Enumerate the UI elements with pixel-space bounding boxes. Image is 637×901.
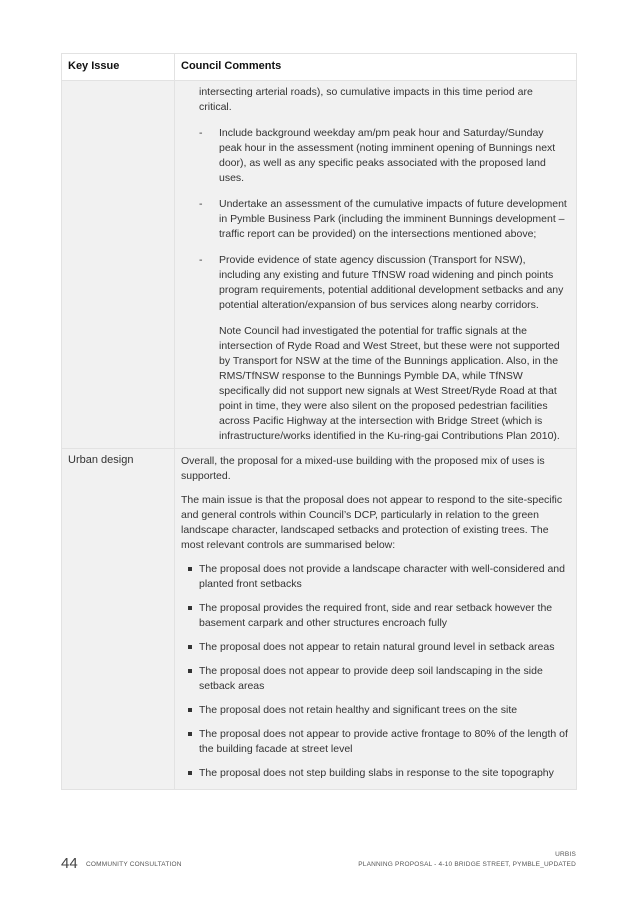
- dash-marker: -: [199, 198, 203, 210]
- dash-marker: -: [199, 127, 203, 139]
- table-row: [62, 448, 576, 789]
- header-council-comments: Council Comments: [181, 60, 282, 72]
- list-item-text: The proposal does not appear to provide active frontage to 80% of the length of the building facade at street level: [199, 728, 568, 755]
- square-bullet-icon: [181, 640, 199, 655]
- council-comments-cell: [175, 81, 576, 448]
- list-item-text: The proposal provides the required front, side and rear setback however the basement carpark and other structures encroach fully: [199, 602, 553, 629]
- list-item-text: Undertake an assessment of the cumulative impacts of future development in Pymble Business Park (including the imminent Bunnings development – traffic report can be provided) on the intersections mentioned above;: [219, 198, 567, 240]
- list-item: [181, 562, 568, 592]
- table-row: [62, 81, 576, 448]
- square-bullet-icon: [181, 727, 199, 757]
- list-item: [181, 766, 568, 781]
- main-issue-paragraph: The main issue is that the proposal does not appear to respond to the site-specific and general controls within Council’s DCP, particularly in relation to the green landscape character, landscaped setbacks and protection of existing trees. The most relevant controls are summarised below:: [181, 494, 563, 551]
- square-bullet-icon: [181, 664, 199, 694]
- list-item: [181, 640, 568, 655]
- list-item-text: The proposal does not retain healthy and significant trees on the site: [199, 704, 518, 716]
- list-item-text: The proposal does not appear to provide deep soil landscaping in the side setback areas: [199, 665, 543, 692]
- council-comments-cell: [175, 449, 576, 789]
- list-item: [181, 601, 568, 631]
- key-issue-cell: [62, 81, 175, 448]
- continuation-text: intersecting arterial roads), so cumulative impacts in this time period are critical.: [199, 86, 533, 113]
- list-item: [181, 664, 568, 694]
- square-bullet-icon: [181, 562, 199, 592]
- footer-document-title: PLANNING PROPOSAL - 4-10 BRIDGE STREET, PYMBLE_UPDATED: [358, 861, 576, 868]
- note-paragraph: Note Council had investigated the potential for traffic signals at the intersection of Ryde Road and West Street, but these were not supported by Transport for NSW at the time of the Bunnings application. Also, in the RMS/TfNSW response to the Bunnings Pymble DA, while TfNSW specifically did not support new signals at West Street/Ryde Road at that point in time, they were also silent on the proposed pedestrian facilities across Pacific Highway at the intersection with Bridge Street (which is infrastructure/works identified in the Ku-ring-gai Contributions Plan 2010).: [219, 325, 560, 442]
- square-bullet-icon: [181, 601, 199, 631]
- footer-brand: URBIS: [555, 851, 576, 858]
- list-item: [182, 126, 568, 186]
- list-item: [181, 703, 568, 718]
- square-bullet-icon: [181, 766, 199, 781]
- header-key-issue: Key Issue: [62, 54, 175, 80]
- list-item-text: The proposal does not appear to retain natural ground level in setback areas: [199, 641, 555, 653]
- list-item-text: Provide evidence of state agency discussion (Transport for NSW), including any existing and future TfNSW road widening and pinch points program requirements, potential additional development setbacks and any potential alteration/expansion of bus services along nearby corridors.: [219, 254, 564, 311]
- table-header-row: [62, 54, 576, 81]
- council-comments-table: [61, 53, 577, 790]
- list-item-text: Include background weekday am/pm peak hour and Saturday/Sunday peak hour in the assessment (noting imminent opening of Bunnings next door), as well as any specific peaks associated with the proposed land uses.: [219, 127, 556, 184]
- list-item-text: The proposal does not provide a landscape character with well-considered and planted front setbacks: [199, 563, 565, 590]
- list-item: [181, 727, 568, 757]
- square-bullet-icon: [181, 703, 199, 718]
- dash-marker: -: [199, 254, 203, 266]
- footer-section-title: COMMUNITY CONSULTATION: [86, 861, 182, 868]
- list-item: [182, 253, 568, 313]
- key-issue-cell: Urban design: [62, 449, 175, 789]
- list-item: [182, 197, 568, 242]
- overall-paragraph: Overall, the proposal for a mixed-use building with the proposed mix of uses is supported.: [181, 455, 545, 482]
- page-number: 44: [61, 855, 78, 872]
- list-item-text: The proposal does not step building slabs in response to the site topography: [199, 767, 554, 779]
